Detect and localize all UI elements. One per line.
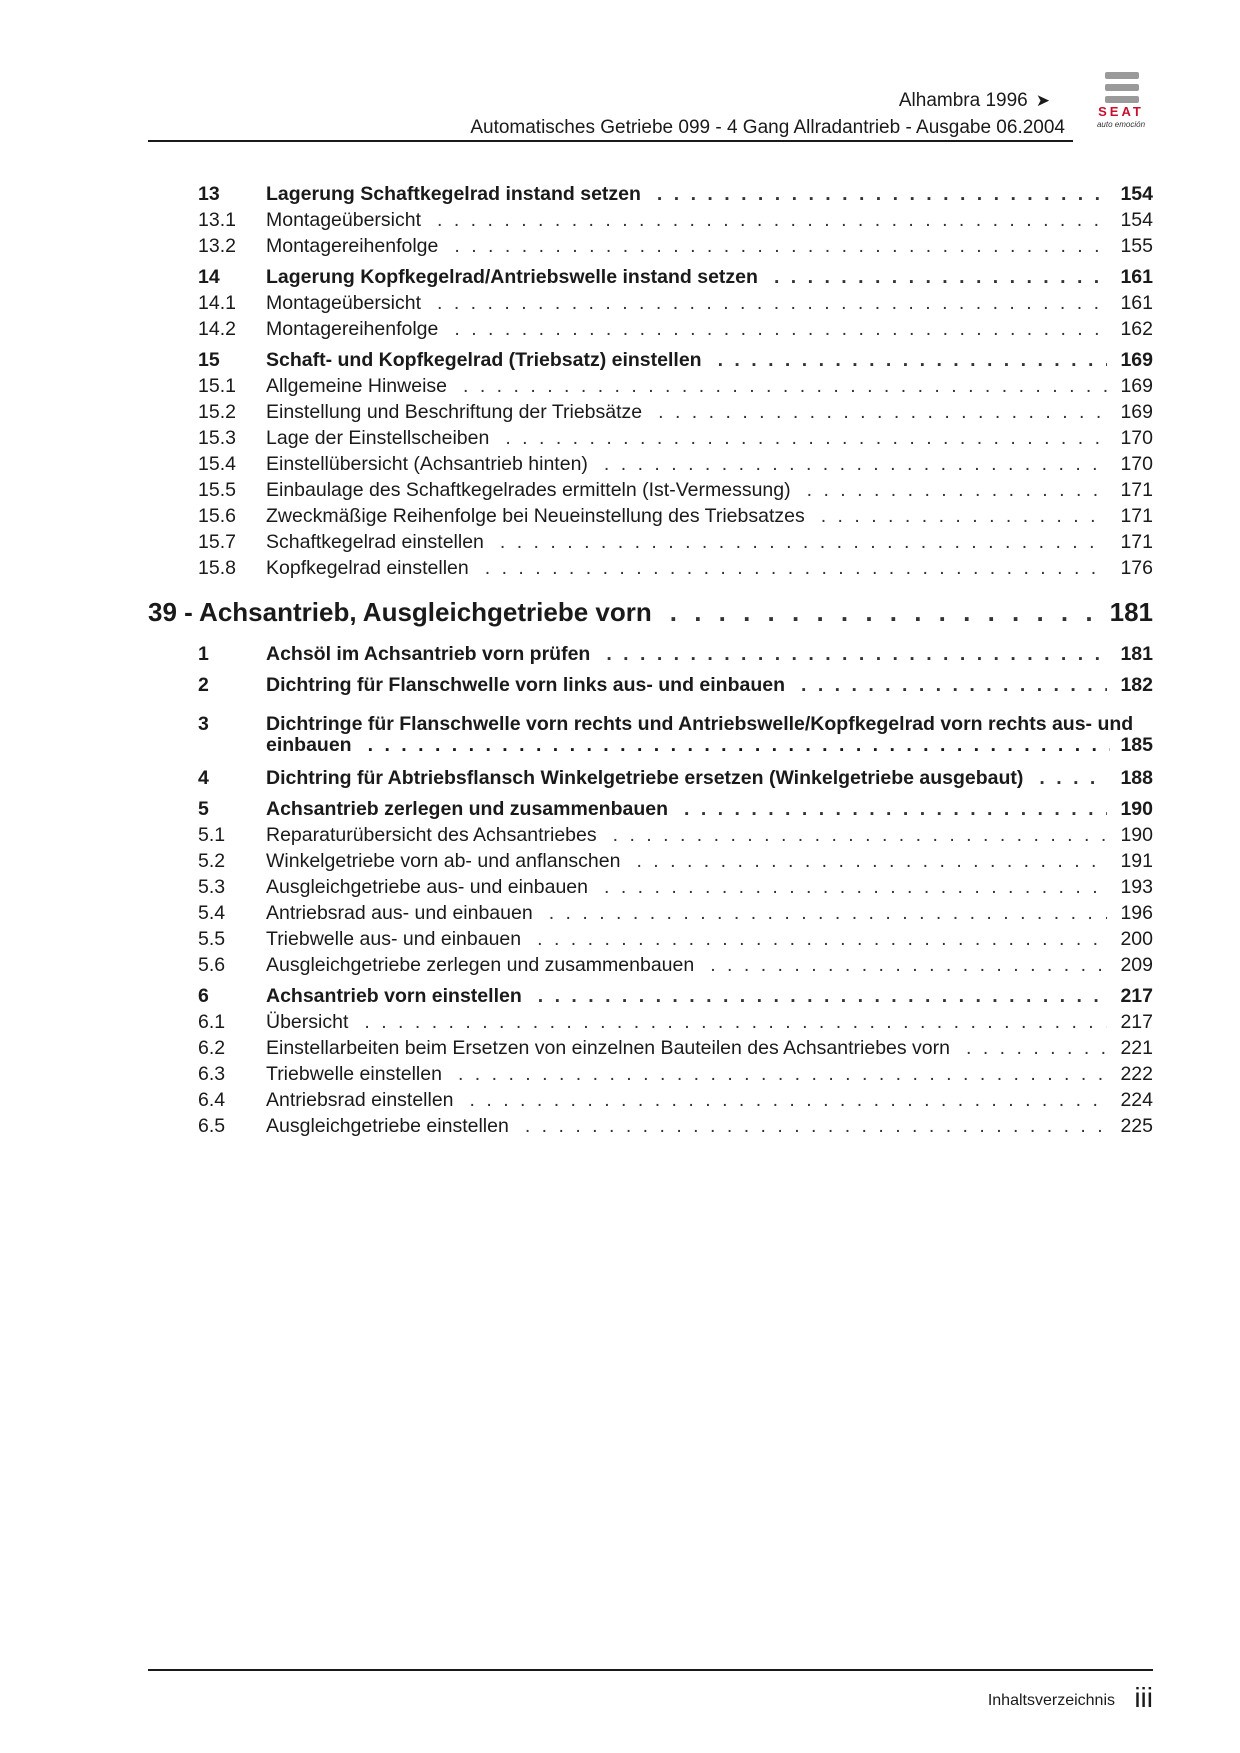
toc-entry[interactable] xyxy=(198,291,1153,315)
toc-leader xyxy=(658,400,1107,424)
toc-leader xyxy=(537,927,1107,951)
toc-number: 5.5 xyxy=(198,928,226,950)
toc-leader xyxy=(505,426,1107,450)
toc-title-line2: einbauen xyxy=(266,734,352,756)
toc-number: 13.2 xyxy=(198,235,236,257)
toc-page: 222 xyxy=(1120,1063,1153,1085)
toc-entry[interactable] xyxy=(198,504,1153,528)
toc-page: 171 xyxy=(1120,479,1153,501)
toc-title: Achsöl im Achsantrieb vorn prüfen xyxy=(266,643,591,665)
toc-number: 15 xyxy=(198,349,220,371)
toc-page: 193 xyxy=(1120,876,1153,898)
toc-leader xyxy=(500,530,1107,554)
toc-number: 6.1 xyxy=(198,1011,226,1033)
toc-title: Ausgleichgetriebe einstellen xyxy=(266,1115,509,1137)
toc-number: 5.1 xyxy=(198,824,226,846)
toc-entry[interactable] xyxy=(198,1036,1153,1060)
toc-number: 6.2 xyxy=(198,1037,226,1059)
toc-entry[interactable] xyxy=(198,642,1153,666)
toc-page: 224 xyxy=(1120,1089,1153,1111)
toc-number: 14 xyxy=(198,266,220,288)
toc-number: 13.1 xyxy=(198,209,236,231)
toc-leader xyxy=(437,208,1107,232)
toc-title: Kopfkegelrad einstellen xyxy=(266,557,469,579)
toc-entry[interactable] xyxy=(198,234,1153,258)
toc-page: 190 xyxy=(1120,798,1153,820)
toc-leader xyxy=(613,823,1107,847)
toc-entry[interactable] xyxy=(198,984,1153,1008)
toc-number: 6 xyxy=(198,985,209,1007)
header-model-text: Alhambra 1996 xyxy=(898,90,1028,111)
toc-title: Antriebsrad aus- und einbauen xyxy=(266,902,533,924)
toc-page: 154 xyxy=(1120,209,1153,231)
toc-number: 15.4 xyxy=(198,453,236,475)
toc-leader xyxy=(454,234,1107,258)
toc-leader xyxy=(368,735,1111,756)
toc-leader xyxy=(437,291,1107,315)
toc-title: Triebwelle aus- und einbauen xyxy=(266,928,522,950)
footer-divider xyxy=(148,1669,1153,1671)
toc-page: 170 xyxy=(1120,427,1153,449)
toc-entry[interactable] xyxy=(198,1062,1153,1086)
toc-number: 14.1 xyxy=(198,292,236,314)
toc-leader xyxy=(470,1088,1107,1112)
toc-leader xyxy=(801,673,1107,697)
header-model xyxy=(899,90,1050,112)
toc-leader xyxy=(710,953,1107,977)
toc-entry[interactable] xyxy=(198,901,1153,925)
toc-entry[interactable] xyxy=(198,478,1153,502)
seat-emblem-icon xyxy=(1105,72,1139,104)
toc-number: 6.3 xyxy=(198,1063,226,1085)
toc-page: 170 xyxy=(1120,453,1153,475)
toc-number: 5 xyxy=(198,798,209,820)
toc-leader xyxy=(718,348,1107,372)
toc-leader xyxy=(364,1010,1107,1034)
toc-entry[interactable] xyxy=(198,208,1153,232)
toc-title: Achsantrieb vorn einstellen xyxy=(266,985,522,1007)
toc-entry[interactable] xyxy=(198,265,1153,289)
toc-number: 5.2 xyxy=(198,850,226,872)
toc-leader xyxy=(604,452,1107,476)
toc-entry[interactable] xyxy=(198,797,1153,821)
toc-title: Lage der Einstellscheiben xyxy=(266,427,490,449)
toc-page: 185 xyxy=(1120,734,1153,756)
toc-number: 15.8 xyxy=(198,557,236,579)
toc-title: Übersicht xyxy=(266,1011,349,1033)
toc-number: 3 xyxy=(198,713,209,735)
footer-page-number: iii xyxy=(1134,1682,1153,1713)
toc-entry[interactable] xyxy=(198,1088,1153,1112)
footer-section-label: Inhaltsverzeichnis xyxy=(987,1692,1115,1709)
arrow-right-icon: ➤ xyxy=(1035,91,1050,110)
seat-logo xyxy=(1087,72,1155,134)
toc-page: 190 xyxy=(1120,824,1153,846)
toc-leader xyxy=(463,374,1107,398)
toc-page: 181 xyxy=(1120,643,1153,665)
toc-number: 14.2 xyxy=(198,318,236,340)
toc-leader xyxy=(485,556,1107,580)
toc-title: Reparaturübersicht des Achsantriebes xyxy=(266,824,597,846)
toc-title: Ausgleichgetriebe aus- und einbauen xyxy=(266,876,588,898)
toc-number: 15.5 xyxy=(198,479,236,501)
toc-leader xyxy=(684,797,1107,821)
toc-page: 161 xyxy=(1120,266,1153,288)
toc-title: Allgemeine Hinweise xyxy=(266,375,448,397)
toc-page: 225 xyxy=(1120,1115,1153,1137)
toc-number: 5.6 xyxy=(198,954,226,976)
toc-number: 15.2 xyxy=(198,401,236,423)
toc-title: Montagereihenfolge xyxy=(266,235,439,257)
toc-leader xyxy=(774,265,1107,289)
header-divider xyxy=(148,140,1073,142)
toc-entry[interactable] xyxy=(198,452,1153,476)
toc-title: Triebwelle einstellen xyxy=(266,1063,442,1085)
toc-number: 4 xyxy=(198,767,209,789)
toc-title: Antriebsrad einstellen xyxy=(266,1089,454,1111)
toc-leader xyxy=(458,1062,1107,1086)
toc-entry[interactable] xyxy=(198,927,1153,951)
toc-page: 221 xyxy=(1120,1037,1153,1059)
toc-title: Montageübersicht xyxy=(266,292,422,314)
toc-page: 169 xyxy=(1120,349,1153,371)
logo-wordmark: SEAT xyxy=(1098,104,1144,119)
toc-entry[interactable] xyxy=(198,374,1153,398)
toc-page: 209 xyxy=(1120,954,1153,976)
toc-leader xyxy=(670,597,1102,627)
toc-leader xyxy=(821,504,1107,528)
toc-title: Einbaulage des Schaftkegelrades ermitteln (Ist-Vermessung) xyxy=(266,479,791,501)
toc-leader xyxy=(549,901,1107,925)
toc-number: 15.6 xyxy=(198,505,236,527)
toc-leader xyxy=(454,317,1107,341)
toc-entry[interactable] xyxy=(198,400,1153,424)
toc-page: 162 xyxy=(1120,318,1153,340)
toc-entry[interactable] xyxy=(198,673,1153,697)
toc-page: 196 xyxy=(1120,902,1153,924)
toc-page: 182 xyxy=(1120,674,1153,696)
toc-number: 6.5 xyxy=(198,1115,226,1137)
toc-leader xyxy=(525,1114,1107,1138)
toc-title: Lagerung Schaftkegelrad instand setzen xyxy=(266,183,641,205)
toc-entry[interactable] xyxy=(198,426,1153,450)
toc-entry[interactable] xyxy=(198,823,1153,847)
toc-page: 200 xyxy=(1120,928,1153,950)
toc-title: Montageübersicht xyxy=(266,209,422,231)
toc-entry[interactable] xyxy=(198,849,1153,873)
toc-number: 2 xyxy=(198,674,209,696)
toc-title: Lagerung Kopfkegelrad/Antriebswelle instand setzen xyxy=(266,266,758,288)
toc-page: 176 xyxy=(1120,557,1153,579)
toc-page: 191 xyxy=(1120,850,1153,872)
toc-title: Schaftkegelrad einstellen xyxy=(266,531,484,553)
toc-title: Dichtring für Abtriebsflansch Winkelgetriebe ersetzen (Winkelgetriebe ausgebaut) xyxy=(266,767,1024,789)
toc-title: Dichtring für Flanschwelle vorn links aus- und einbauen xyxy=(266,674,785,696)
toc-page: 155 xyxy=(1120,235,1153,257)
toc-number: 6.4 xyxy=(198,1089,226,1111)
toc-title: Einstellarbeiten beim Ersetzen von einzelnen Bauteilen des Achsantriebes vorn xyxy=(266,1037,950,1059)
toc-entry[interactable] xyxy=(198,556,1153,580)
toc-entry[interactable] xyxy=(198,1010,1153,1034)
toc-number: 15.1 xyxy=(198,375,236,397)
toc-leader xyxy=(604,875,1107,899)
toc-page: 161 xyxy=(1120,292,1153,314)
toc-title: Schaft- und Kopfkegelrad (Triebsatz) einstellen xyxy=(266,349,702,371)
toc-entry[interactable] xyxy=(198,1114,1153,1138)
toc-leader xyxy=(807,478,1107,502)
toc-page: 169 xyxy=(1120,375,1153,397)
chapter-title: 39 - Achsantrieb, Ausgleichgetriebe vorn xyxy=(148,597,652,627)
toc-title: Montagereihenfolge xyxy=(266,318,439,340)
toc-number: 5.3 xyxy=(198,876,226,898)
toc-page: 217 xyxy=(1120,985,1153,1007)
toc-page: 154 xyxy=(1120,183,1153,205)
toc-number: 13 xyxy=(198,183,220,205)
toc-title: Einstellung und Beschriftung der Triebsätze xyxy=(266,401,643,423)
toc-entry[interactable] xyxy=(198,317,1153,341)
toc-number: 5.4 xyxy=(198,902,226,924)
toc-title: Einstellübersicht (Achsantrieb hinten) xyxy=(266,453,588,475)
toc-leader xyxy=(657,182,1107,206)
toc-entry[interactable] xyxy=(198,766,1153,790)
toc-number: 1 xyxy=(198,643,209,665)
toc-page: 171 xyxy=(1120,505,1153,527)
toc-title: Ausgleichgetriebe zerlegen und zusammenbauen xyxy=(266,954,695,976)
toc-page: 171 xyxy=(1120,531,1153,553)
toc-page: 181 xyxy=(1109,597,1153,627)
toc-title: Achsantrieb zerlegen und zusammenbauen xyxy=(266,798,669,820)
toc-page: 169 xyxy=(1120,401,1153,423)
toc-leader xyxy=(1039,766,1107,790)
toc-title: Zweckmäßige Reihenfolge bei Neueinstellung des Triebsatzes xyxy=(266,505,805,527)
toc-leader xyxy=(606,642,1107,666)
logo-tagline: auto emoción xyxy=(1096,120,1146,129)
toc-entry[interactable] xyxy=(198,875,1153,899)
toc-chapter-entry[interactable] xyxy=(148,597,1153,627)
toc-title: Winkelgetriebe vorn ab- und anflanschen xyxy=(266,850,621,872)
toc-page: 217 xyxy=(1120,1011,1153,1033)
toc-number: 15.7 xyxy=(198,531,236,553)
toc-leader xyxy=(966,1036,1107,1060)
toc-entry[interactable] xyxy=(198,530,1153,554)
toc-title-line1: Dichtringe für Flanschwelle vorn rechts und Antriebswelle/Kopfkegelrad vorn rechts aus- und xyxy=(266,713,1134,735)
toc-entry[interactable] xyxy=(198,182,1153,206)
toc-leader xyxy=(636,849,1107,873)
toc-entry[interactable] xyxy=(198,348,1153,372)
toc-page: 188 xyxy=(1120,767,1153,789)
toc-entry[interactable] xyxy=(198,953,1153,977)
header-subtitle: Automatisches Getriebe 099 - 4 Gang Allradantrieb - Ausgabe 06.2004 xyxy=(470,117,1065,138)
toc-number: 15.3 xyxy=(198,427,236,449)
toc-leader xyxy=(538,984,1107,1008)
